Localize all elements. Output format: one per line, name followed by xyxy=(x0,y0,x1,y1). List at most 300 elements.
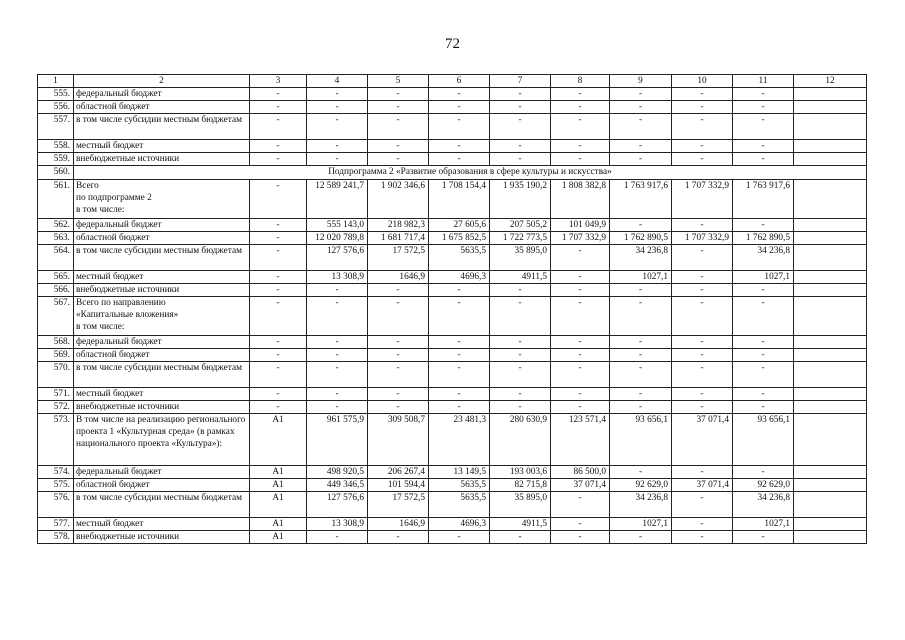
value-cell: - xyxy=(672,245,733,271)
row-label: внебюджетные источники xyxy=(74,284,250,297)
value-cell: - xyxy=(610,401,672,414)
row-number: 557. xyxy=(38,114,74,140)
value-cell: - xyxy=(733,349,794,362)
value-cell: - xyxy=(250,232,307,245)
value-cell xyxy=(794,140,867,153)
row-number: 573. xyxy=(38,414,74,466)
value-cell: 1 763 917,6 xyxy=(610,180,672,219)
value-cell: - xyxy=(672,140,733,153)
value-cell: - xyxy=(733,297,794,336)
value-cell: - xyxy=(733,466,794,479)
value-cell: - xyxy=(733,388,794,401)
value-cell: 1027,1 xyxy=(733,271,794,284)
header-cell: 4 xyxy=(307,75,368,88)
value-cell: 206 267,4 xyxy=(368,466,429,479)
header-cell: 1 xyxy=(38,75,74,88)
value-cell: 82 715,8 xyxy=(490,479,551,492)
row-number: 571. xyxy=(38,388,74,401)
value-cell xyxy=(794,362,867,388)
value-cell: - xyxy=(368,297,429,336)
value-cell: - xyxy=(610,349,672,362)
row-number: 566. xyxy=(38,284,74,297)
value-cell: - xyxy=(307,284,368,297)
row-label: местный бюджет xyxy=(74,518,250,531)
value-cell: - xyxy=(307,101,368,114)
row-label: В том числе на реализацию регионального проекта 1 «Культурная среда» (в рамках национального проекта «Культура»): xyxy=(74,414,250,466)
value-cell: - xyxy=(610,114,672,140)
header-cell: 3 xyxy=(250,75,307,88)
value-cell xyxy=(794,336,867,349)
value-cell xyxy=(794,245,867,271)
value-cell: А1 xyxy=(250,518,307,531)
value-cell: - xyxy=(368,284,429,297)
value-cell: 13 308,9 xyxy=(307,518,368,531)
value-cell: - xyxy=(733,153,794,166)
value-cell: - xyxy=(307,153,368,166)
value-cell: - xyxy=(733,114,794,140)
row-number: 576. xyxy=(38,492,74,518)
value-cell: 4696,3 xyxy=(429,271,490,284)
value-cell: - xyxy=(610,388,672,401)
value-cell: 12 589 241,7 xyxy=(307,180,368,219)
row-label: внебюджетные источники xyxy=(74,401,250,414)
row-label: областной бюджет xyxy=(74,232,250,245)
table-row xyxy=(38,271,867,284)
value-cell xyxy=(794,388,867,401)
value-cell: - xyxy=(672,297,733,336)
page-number: 72 xyxy=(445,36,460,52)
value-cell: - xyxy=(551,153,610,166)
value-cell: 1 763 917,6 xyxy=(733,180,794,219)
value-cell xyxy=(794,414,867,466)
row-number: 578. xyxy=(38,531,74,544)
value-cell: 555 143,0 xyxy=(307,219,368,232)
value-cell: - xyxy=(307,531,368,544)
row-number: 560. xyxy=(38,166,74,180)
value-cell: - xyxy=(551,401,610,414)
value-cell: А1 xyxy=(250,531,307,544)
value-cell: - xyxy=(672,531,733,544)
row-number: 555. xyxy=(38,88,74,101)
value-cell: - xyxy=(551,492,610,518)
row-label: федеральный бюджет xyxy=(74,466,250,479)
value-cell: - xyxy=(250,245,307,271)
value-cell: 35 895,0 xyxy=(490,492,551,518)
value-cell: - xyxy=(551,297,610,336)
value-cell: 127 576,6 xyxy=(307,492,368,518)
value-cell xyxy=(794,232,867,245)
value-cell: - xyxy=(307,114,368,140)
value-cell: - xyxy=(610,88,672,101)
value-cell: - xyxy=(250,349,307,362)
budget-table xyxy=(37,74,867,544)
value-cell: - xyxy=(672,492,733,518)
value-cell: - xyxy=(429,88,490,101)
row-label: в том числе субсидии местным бюджетам xyxy=(74,492,250,518)
value-cell: - xyxy=(429,362,490,388)
value-cell: - xyxy=(672,401,733,414)
row-label: федеральный бюджет xyxy=(74,336,250,349)
table-row xyxy=(38,114,867,140)
value-cell: - xyxy=(250,180,307,219)
table-row xyxy=(38,140,867,153)
header-cell: 8 xyxy=(551,75,610,88)
value-cell: - xyxy=(490,349,551,362)
value-cell: - xyxy=(733,284,794,297)
row-label: областной бюджет xyxy=(74,101,250,114)
header-cell: 12 xyxy=(794,75,867,88)
value-cell: - xyxy=(250,336,307,349)
value-cell: - xyxy=(368,114,429,140)
value-cell: - xyxy=(672,219,733,232)
value-cell: - xyxy=(551,284,610,297)
value-cell: - xyxy=(610,284,672,297)
value-cell: 5635,5 xyxy=(429,245,490,271)
value-cell: - xyxy=(672,362,733,388)
row-number: 564. xyxy=(38,245,74,271)
value-cell: - xyxy=(368,101,429,114)
row-label: Всего по направлению «Капитальные вложения» в том числе: xyxy=(74,297,250,336)
table-row xyxy=(38,153,867,166)
value-cell: - xyxy=(429,336,490,349)
value-cell: - xyxy=(551,349,610,362)
row-number: 563. xyxy=(38,232,74,245)
value-cell: - xyxy=(250,388,307,401)
row-number: 569. xyxy=(38,349,74,362)
value-cell: - xyxy=(307,88,368,101)
value-cell: - xyxy=(672,101,733,114)
table-row xyxy=(38,101,867,114)
value-cell: - xyxy=(610,362,672,388)
value-cell: - xyxy=(307,336,368,349)
value-cell: - xyxy=(368,349,429,362)
row-label: Всего по подпрограмме 2 в том числе: xyxy=(74,180,250,219)
value-cell: 37 071,4 xyxy=(672,479,733,492)
value-cell: - xyxy=(429,101,490,114)
value-cell: - xyxy=(429,153,490,166)
table-row xyxy=(38,518,867,531)
row-label: в том числе субсидии местным бюджетам xyxy=(74,245,250,271)
header-cell: 5 xyxy=(368,75,429,88)
value-cell: 1 762 890,5 xyxy=(610,232,672,245)
value-cell: - xyxy=(368,362,429,388)
row-number: 565. xyxy=(38,271,74,284)
value-cell: 86 500,0 xyxy=(551,466,610,479)
value-cell: - xyxy=(307,388,368,401)
value-cell: 280 630,9 xyxy=(490,414,551,466)
value-cell: 34 236,8 xyxy=(610,492,672,518)
table-row xyxy=(38,414,867,466)
row-label: федеральный бюджет xyxy=(74,219,250,232)
value-cell: 12 020 789,8 xyxy=(307,232,368,245)
value-cell: - xyxy=(551,245,610,271)
value-cell: - xyxy=(368,153,429,166)
value-cell: 13 308,9 xyxy=(307,271,368,284)
value-cell: - xyxy=(490,531,551,544)
value-cell: - xyxy=(672,336,733,349)
value-cell: - xyxy=(490,101,551,114)
value-cell: - xyxy=(551,336,610,349)
row-number: 558. xyxy=(38,140,74,153)
value-cell: - xyxy=(250,101,307,114)
table-row xyxy=(38,297,867,336)
table-row xyxy=(38,88,867,101)
value-cell: - xyxy=(307,362,368,388)
value-cell: - xyxy=(551,362,610,388)
value-cell: 218 982,3 xyxy=(368,219,429,232)
value-cell: - xyxy=(307,140,368,153)
value-cell: - xyxy=(672,388,733,401)
value-cell: - xyxy=(490,362,551,388)
value-cell: 1027,1 xyxy=(610,518,672,531)
table-row xyxy=(38,349,867,362)
value-cell xyxy=(794,349,867,362)
value-cell: - xyxy=(610,153,672,166)
value-cell xyxy=(794,101,867,114)
row-number: 559. xyxy=(38,153,74,166)
value-cell: 1 722 773,5 xyxy=(490,232,551,245)
table-row xyxy=(38,362,867,388)
value-cell: - xyxy=(610,466,672,479)
value-cell: - xyxy=(733,531,794,544)
value-cell: - xyxy=(610,297,672,336)
value-cell: 92 629,0 xyxy=(733,479,794,492)
value-cell: А1 xyxy=(250,414,307,466)
value-cell: 101 594,4 xyxy=(368,479,429,492)
value-cell: - xyxy=(551,388,610,401)
value-cell: 34 236,8 xyxy=(733,245,794,271)
value-cell: А1 xyxy=(250,479,307,492)
value-cell: - xyxy=(429,140,490,153)
value-cell: - xyxy=(672,349,733,362)
value-cell: - xyxy=(368,531,429,544)
value-cell: 1 707 332,9 xyxy=(672,180,733,219)
value-cell: - xyxy=(490,140,551,153)
header-row xyxy=(38,75,867,88)
value-cell xyxy=(794,531,867,544)
value-cell: 1646,9 xyxy=(368,518,429,531)
section-title: Подпрограмма 2 «Развитие образования в сфере культуры и искусства» xyxy=(74,166,867,180)
row-number: 574. xyxy=(38,466,74,479)
value-cell: - xyxy=(672,284,733,297)
value-cell: 23 481,3 xyxy=(429,414,490,466)
value-cell: - xyxy=(733,336,794,349)
table-row xyxy=(38,492,867,518)
value-cell: - xyxy=(490,297,551,336)
value-cell: 1 762 890,5 xyxy=(733,232,794,245)
value-cell: - xyxy=(672,518,733,531)
value-cell: - xyxy=(250,284,307,297)
value-cell: - xyxy=(368,336,429,349)
row-label: внебюджетные источники xyxy=(74,153,250,166)
value-cell: - xyxy=(551,101,610,114)
value-cell: - xyxy=(610,336,672,349)
value-cell: - xyxy=(429,401,490,414)
value-cell: - xyxy=(250,219,307,232)
value-cell: - xyxy=(368,140,429,153)
value-cell: - xyxy=(490,88,551,101)
value-cell: - xyxy=(307,297,368,336)
value-cell: - xyxy=(672,466,733,479)
value-cell: - xyxy=(490,284,551,297)
value-cell: - xyxy=(429,388,490,401)
value-cell: - xyxy=(672,88,733,101)
row-label: местный бюджет xyxy=(74,388,250,401)
table-row xyxy=(38,466,867,479)
value-cell: 498 920,5 xyxy=(307,466,368,479)
value-cell: - xyxy=(551,271,610,284)
value-cell: - xyxy=(429,349,490,362)
value-cell: - xyxy=(610,101,672,114)
row-label: в том числе субсидии местным бюджетам xyxy=(74,362,250,388)
value-cell: - xyxy=(490,336,551,349)
value-cell: А1 xyxy=(250,466,307,479)
value-cell: 5635,5 xyxy=(429,479,490,492)
table-row xyxy=(38,336,867,349)
value-cell: 4696,3 xyxy=(429,518,490,531)
value-cell: 5635,5 xyxy=(429,492,490,518)
value-cell: - xyxy=(610,219,672,232)
value-cell: - xyxy=(551,518,610,531)
value-cell: - xyxy=(733,219,794,232)
value-cell: - xyxy=(610,531,672,544)
value-cell: - xyxy=(250,88,307,101)
value-cell: 17 572,5 xyxy=(368,492,429,518)
value-cell: 4911,5 xyxy=(490,271,551,284)
value-cell: - xyxy=(368,401,429,414)
value-cell: - xyxy=(551,88,610,101)
value-cell: 93 656,1 xyxy=(733,414,794,466)
value-cell: 1 935 190,2 xyxy=(490,180,551,219)
value-cell: 1027,1 xyxy=(733,518,794,531)
value-cell: - xyxy=(429,114,490,140)
row-label: федеральный бюджет xyxy=(74,88,250,101)
value-cell: - xyxy=(250,297,307,336)
row-label: областной бюджет xyxy=(74,479,250,492)
value-cell: - xyxy=(307,349,368,362)
value-cell xyxy=(794,466,867,479)
value-cell: 34 236,8 xyxy=(610,245,672,271)
value-cell: 37 071,4 xyxy=(672,414,733,466)
value-cell: 34 236,8 xyxy=(733,492,794,518)
value-cell: 127 576,6 xyxy=(307,245,368,271)
value-cell: А1 xyxy=(250,492,307,518)
value-cell: - xyxy=(672,114,733,140)
row-number: 556. xyxy=(38,101,74,114)
header-cell: 7 xyxy=(490,75,551,88)
value-cell: - xyxy=(672,153,733,166)
value-cell: 27 605,6 xyxy=(429,219,490,232)
value-cell xyxy=(794,219,867,232)
table-row xyxy=(38,219,867,232)
value-cell: - xyxy=(368,88,429,101)
value-cell: - xyxy=(733,88,794,101)
value-cell: - xyxy=(490,401,551,414)
row-number: 568. xyxy=(38,336,74,349)
table-row xyxy=(38,180,867,219)
row-label: местный бюджет xyxy=(74,271,250,284)
header-cell: 2 xyxy=(74,75,250,88)
value-cell: - xyxy=(250,401,307,414)
value-cell xyxy=(794,271,867,284)
value-cell: 449 346,5 xyxy=(307,479,368,492)
value-cell: 193 003,6 xyxy=(490,466,551,479)
value-cell xyxy=(794,180,867,219)
row-label: в том числе субсидии местным бюджетам xyxy=(74,114,250,140)
value-cell xyxy=(794,284,867,297)
value-cell: - xyxy=(733,140,794,153)
value-cell: 309 508,7 xyxy=(368,414,429,466)
table-row xyxy=(38,245,867,271)
row-label: местный бюджет xyxy=(74,140,250,153)
value-cell: - xyxy=(733,362,794,388)
value-cell: 961 575,9 xyxy=(307,414,368,466)
value-cell: - xyxy=(490,388,551,401)
value-cell xyxy=(794,297,867,336)
value-cell: - xyxy=(429,284,490,297)
table-row xyxy=(38,284,867,297)
value-cell: 1 708 154,4 xyxy=(429,180,490,219)
value-cell: 1 902 346,6 xyxy=(368,180,429,219)
value-cell: - xyxy=(672,271,733,284)
row-number: 570. xyxy=(38,362,74,388)
value-cell xyxy=(794,88,867,101)
table-row xyxy=(38,232,867,245)
row-number: 562. xyxy=(38,219,74,232)
value-cell: - xyxy=(250,362,307,388)
value-cell: 101 049,9 xyxy=(551,219,610,232)
value-cell xyxy=(794,401,867,414)
value-cell xyxy=(794,153,867,166)
row-number: 572. xyxy=(38,401,74,414)
value-cell xyxy=(794,492,867,518)
value-cell: - xyxy=(250,114,307,140)
value-cell: 1 808 382,8 xyxy=(551,180,610,219)
row-number: 575. xyxy=(38,479,74,492)
value-cell: - xyxy=(250,153,307,166)
value-cell: - xyxy=(610,140,672,153)
value-cell: - xyxy=(490,114,551,140)
value-cell xyxy=(794,518,867,531)
value-cell: - xyxy=(490,153,551,166)
value-cell: 1 707 332,9 xyxy=(551,232,610,245)
row-label: внебюджетные источники xyxy=(74,531,250,544)
value-cell: - xyxy=(733,401,794,414)
value-cell xyxy=(794,114,867,140)
table-row xyxy=(38,388,867,401)
value-cell: - xyxy=(250,140,307,153)
value-cell: 1 675 852,5 xyxy=(429,232,490,245)
value-cell: - xyxy=(429,297,490,336)
value-cell: 123 571,4 xyxy=(551,414,610,466)
value-cell: - xyxy=(250,271,307,284)
value-cell: - xyxy=(733,101,794,114)
value-cell: 37 071,4 xyxy=(551,479,610,492)
value-cell: 1646,9 xyxy=(368,271,429,284)
value-cell: 35 895,0 xyxy=(490,245,551,271)
value-cell xyxy=(794,479,867,492)
table-row xyxy=(38,166,867,180)
row-number: 577. xyxy=(38,518,74,531)
value-cell: - xyxy=(368,388,429,401)
value-cell: - xyxy=(429,531,490,544)
header-cell: 11 xyxy=(733,75,794,88)
value-cell: 13 149,5 xyxy=(429,466,490,479)
value-cell: - xyxy=(307,401,368,414)
value-cell: - xyxy=(551,140,610,153)
row-number: 567. xyxy=(38,297,74,336)
row-label: областной бюджет xyxy=(74,349,250,362)
